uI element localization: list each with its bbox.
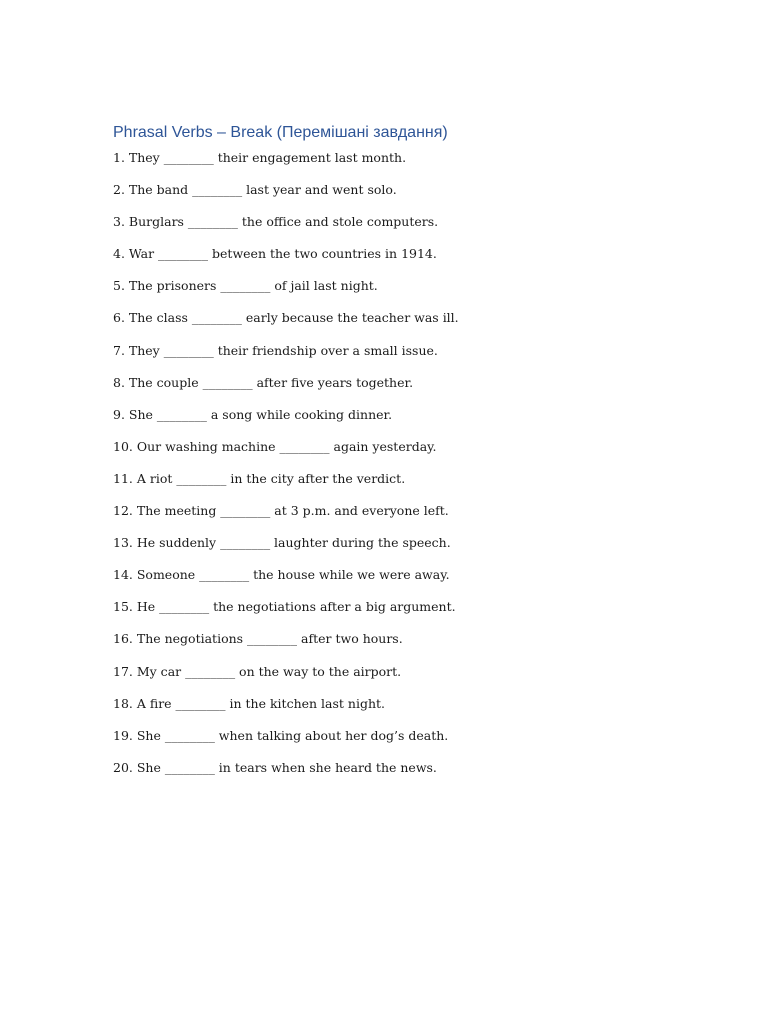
- exercise-item-14: 14. Someone ________ the house while we were away.: [113, 567, 450, 583]
- exercise-item-15: 15. He ________ the negotiations after a big argument.: [113, 599, 456, 615]
- exercise-item-20: 20. She ________ in tears when she heard the news.: [113, 759, 437, 775]
- exercise-item-5: 5. The prisoners ________ of jail last night.: [113, 278, 378, 294]
- exercise-item-8: 8. The couple ________ after five years together.: [113, 374, 414, 390]
- exercise-item-9: 9. She ________ a song while cooking dinner.: [113, 406, 393, 422]
- exercise-item-7: 7. They ________ their friendship over a small issue.: [113, 342, 438, 358]
- exercise-item-6: 6. The class ________ early because the teacher was ill.: [113, 310, 459, 326]
- exercise-list: [113, 148, 459, 790]
- exercise-item-4: 4. War ________ between the two countries in 1914.: [113, 246, 437, 262]
- exercise-item-16: 16. The negotiations ________ after two hours.: [113, 631, 403, 647]
- exercise-item-3: 3. Burglars ________ the office and stole computers.: [113, 214, 439, 230]
- page-title: Phrasal Verbs – Break (Перемішані завдання): [113, 124, 448, 141]
- exercise-item-17: 17. My car ________ on the way to the airport.: [113, 663, 402, 679]
- exercise-item-19: 19. She ________ when talking about her dog’s death.: [113, 727, 449, 743]
- exercise-item-13: 13. He suddenly ________ laughter during the speech.: [113, 535, 451, 551]
- exercise-item-2: 2. The band ________ last year and went solo.: [113, 182, 397, 198]
- exercise-item-11: 11. A riot ________ in the city after the verdict.: [113, 470, 406, 486]
- exercise-item-18: 18. A fire ________ in the kitchen last night.: [113, 695, 386, 711]
- exercise-item-10: 10. Our washing machine ________ again yesterday.: [113, 438, 437, 454]
- exercise-item-12: 12. The meeting ________ at 3 p.m. and everyone left.: [113, 503, 449, 519]
- exercise-item-1: 1. They ________ their engagement last month.: [113, 150, 407, 165]
